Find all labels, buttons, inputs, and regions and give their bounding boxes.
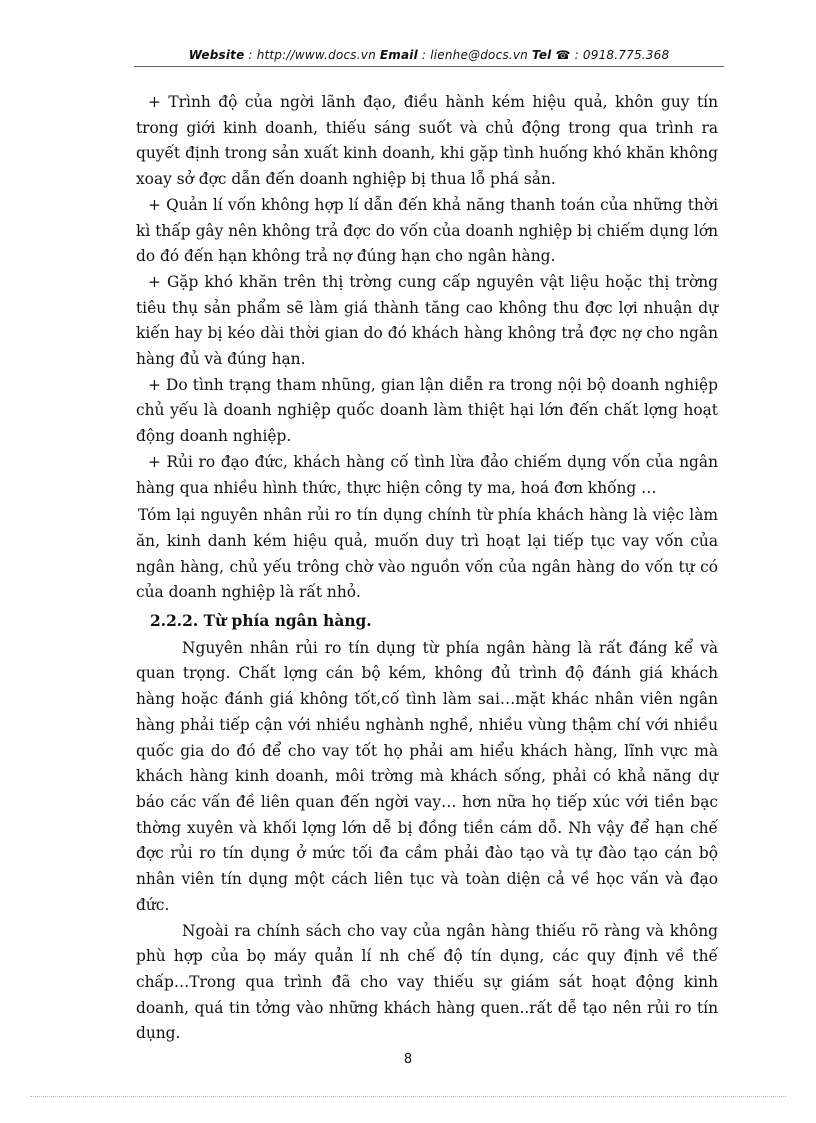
tel-value: : 0918.775.368 (570, 48, 670, 62)
header-rule (134, 66, 724, 67)
bullet-paragraph-1: + Trình độ của ngời lãnh đạo, điều hành kém hiệu quả, khôn guy tín trong giới kinh doanh, thiếu sáng suốt và chủ động trong qua trình ra quyết định trong sản xuất kinh doanh, khi gặp tình huống khó khăn không xoay sở đợc dẫn đến doanh nghiệp bị thua lỗ phá sản. (136, 93, 718, 189)
website-label: Website (188, 48, 245, 62)
bullet-paragraph-3: + Gặp khó khăn trên thị trờng cung cấp nguyên vật liệu hoặc thị trờng tiêu thụ sản phẩm sẽ làm giá thành tăng cao không thu đợc lợi nhuận dự kiến hay bị kéo dài thời gian do đó khách hàng không trả đợc nợ cho ngân hàng đủ và đúng hạn. (136, 272, 718, 369)
section-heading: 2.2.2. Từ phía ngân hàng. (150, 612, 372, 631)
document-body (136, 90, 718, 1047)
bullet-paragraph-4: + Do tình trạng tham nhũng, gian lận diễn ra trong nội bộ doanh nghiệp chủ yếu là doanh nghiệp quốc doanh làm thiệt hại lớn đến chất lợng hoạt động doanh nghiệp. (136, 375, 718, 446)
email-value: : lienhe@docs.vn (417, 48, 532, 62)
bottom-rule (30, 1096, 786, 1097)
summary-paragraph: Tóm lại nguyên nhân rủi ro tín dụng chính từ phía khách hàng là việc làm ăn, kinh danh kém hiệu quả, muốn duy trì hoạt lại tiếp tục vay vốn của ngân hàng, chủ yếu trông chờ vào nguồn vốn của ngân hàng do vốn tự có của doanh nghiệp là rất nhỏ. (136, 506, 718, 602)
website-value: : http://www.docs.vn (244, 48, 380, 62)
bullet-paragraph-5: + Rủi ro đạo đức, khách hàng cố tình lừa đảo chiếm dụng vốn của ngân hàng qua nhiều hình thức, thực hiện công ty ma, hoá đơn khống … (136, 452, 718, 497)
email-label: Email (379, 48, 418, 62)
page-number: 8 (403, 1052, 413, 1067)
bullet-paragraph-2: + Quản lí vốn không hợp lí dẫn đến khả năng thanh toán của những thời kì thấp gây nên không trả đợc do vốn của doanh nghiệp bị chiếm dụng lớn do đó đến hạn không trả nợ đúng hạn cho ngân hàng. (136, 195, 718, 266)
page-header (134, 48, 724, 62)
section-paragraph-1: Nguyên nhân rủi ro tín dụng từ phía ngân hàng là rất đáng kể và quan trọng. Chất lợng cán bộ kém, không đủ trình độ đánh giá khách hàng hoặc đánh giá không tốt,cố tình làm sai…mặt khác nhân viên ngân hàng phải tiếp cận với nhiều nghành nghề, nhiều vùng thậm chí với nhiều quốc gia do đó để cho vay tốt họ phải am hiểu khách hàng, lĩnh vực mà khách hàng kinh doanh, môi trờng mà khách sống, phải có khả năng dự báo các vấn đề liên quan đến ngời vay… hơn nữa họ tiếp xúc với tiền bạc thờng xuyên và khối lợng lớn dễ bị đồng tiền cám dỗ. Nh vậy để hạn chế đợc rủi ro tín dụng ở mức tối đa cầm phải đào tạo và tự đào tạo cán bộ nhân viên tín dụng một cách liên tục và toàn diện cả về học vấn và đạo đức. (136, 638, 718, 914)
phone-icon: ☎ (555, 48, 571, 62)
section-paragraph-2: Ngoài ra chính sách cho vay của ngân hàng thiếu rõ ràng và không phù hợp của bọ máy quản lí nh chế độ tín dụng, các quy định về thế chấp…Trong qua trình đã cho vay thiếu sự giám sát hoạt động kinh doanh, quá tin tởng vào những khách hàng quen..rất dễ tạo nên rủi ro tín dụng. (136, 921, 718, 1043)
tel-label: Tel (531, 48, 552, 62)
